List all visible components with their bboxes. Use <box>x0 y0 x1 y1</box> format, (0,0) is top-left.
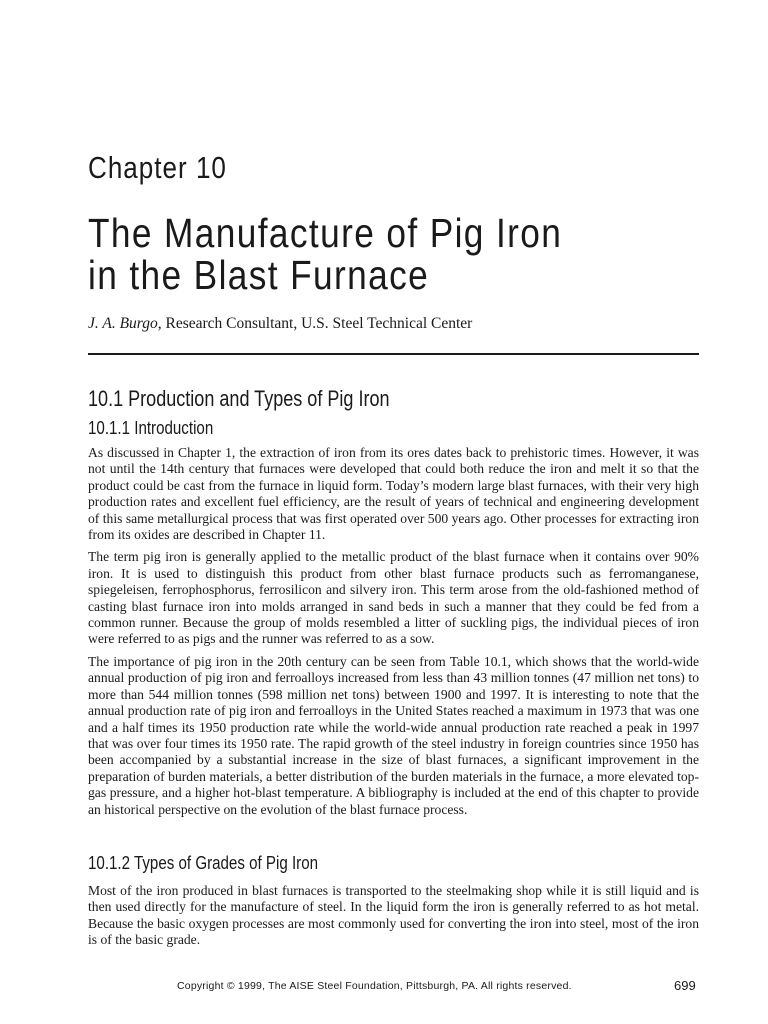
types-body <box>88 883 699 955</box>
paragraph: The term pig iron is generally applied to the metallic product of the blast furnace when it contains over 90% iron. It is used to distinguish this product from other blast furnace products such as ferromanganese, spiegeleisen, ferrophosphorus, ferrosilicon and silvery iron. This term arose from the old-fashioned method of casting blast furnace iron into molds arranged in sand beds in such a manner that they could be fed from a common runner. Because the group of molds resembled a litter of suckling pigs, the individual pieces of iron were referred to as pigs and the runner was referred to as a sow. <box>88 549 699 647</box>
subsection-heading-types: 10.1.2 Types of Grades of Pig Iron <box>88 853 319 873</box>
author-name: J. A. Burgo <box>88 315 158 332</box>
copyright-notice: Copyright © 1999, The AISE Steel Foundation, Pittsburgh, PA. All rights reserved. <box>177 980 572 992</box>
author-line <box>88 315 472 333</box>
paragraph: As discussed in Chapter 1, the extraction of iron from its ores dates back to prehistoric times. However, it was not until the 14th century that furnaces were developed that could both reduce the iron and melt it so that the product could be cast from the furnace in liquid form. Today’s modern large blast furnaces, with their very high production rates and excellent fuel efficiency, are the result of years of technical and engineering development of this same metallurgical process that was first operated over 500 years ago. Other processes for extracting iron from its oxides are described in Chapter 11. <box>88 445 699 543</box>
header-rule <box>88 353 699 355</box>
author-affiliation: , Research Consultant, U.S. Steel Technical Center <box>157 315 473 332</box>
chapter-title <box>88 212 562 296</box>
page-number: 699 <box>674 978 696 993</box>
subsection-heading-introduction: 10.1.1 Introduction <box>88 418 214 438</box>
paragraph: Most of the iron produced in blast furnaces is transported to the steelmaking shop while it is still liquid and is then used directly for the manufacture of steel. In the liquid form the iron is generally referred to as hot metal. Because the basic oxygen processes are most commonly used for converting the iron into steel, most of the iron is of the basic grade. <box>88 883 699 948</box>
chapter-title-line-1: The Manufacture of Pig Iron <box>88 210 563 256</box>
paragraph: The importance of pig iron in the 20th century can be seen from Table 10.1, which shows that the world-wide annual production of pig iron and ferroalloys increased from less than 43 million tonnes (47 million net tons) to more than 544 million tonnes (598 million net tons) between 1900 and 1997. It is interesting to note that the annual production rate of pig iron and ferroalloys in the United States reached a maximum in 1973 that was one and a half times its 1950 production rate while the world-wide annual production rate reached a peak in 1997 that was over four times its 1950 rate. The rapid growth of the steel industry in foreign countries since 1950 has been accompanied by a substantial increase in the size of blast furnaces, a significant improvement in the preparation of burden materials, a better distribution of the burden materials in the furnace, a more elevated top-gas pressure, and a higher hot-blast temperature. A bibliography is included at the end of this chapter to provide an historical perspective on the evolution of the blast furnace process. <box>88 653 699 817</box>
introduction-body <box>88 445 699 824</box>
chapter-label: Chapter 10 <box>88 150 227 185</box>
chapter-title-line-2: in the Blast Furnace <box>88 252 430 298</box>
section-heading: 10.1 Production and Types of Pig Iron <box>88 386 390 411</box>
